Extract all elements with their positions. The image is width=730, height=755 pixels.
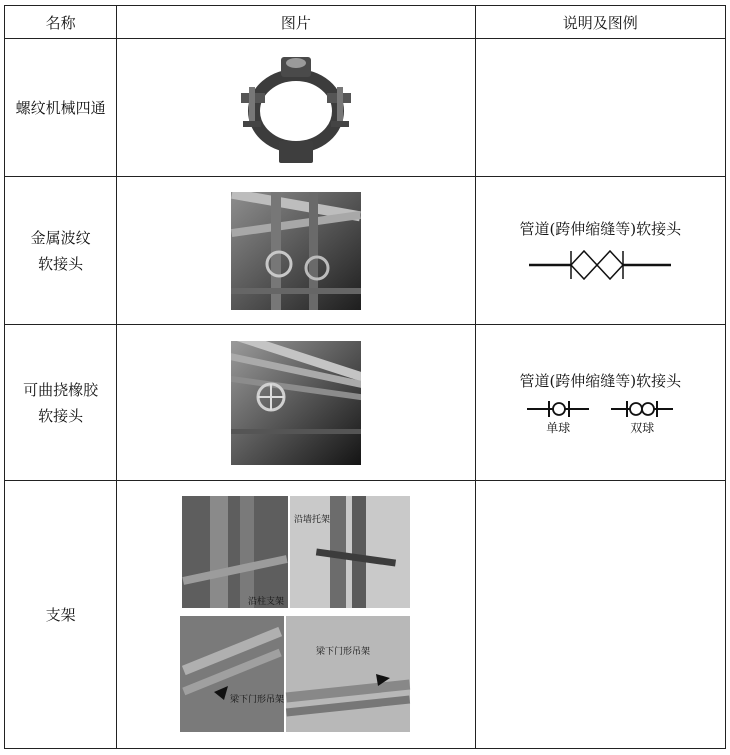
photo-label: 沿墙托架 [293,514,330,525]
row-name-line: 金属波纹 [30,228,91,247]
mechanical-cross-photo [231,49,361,167]
bellows-joint-symbol [525,247,675,283]
support-bracket-photos [180,496,412,734]
single-sphere-symbol [525,399,591,436]
double-sphere-symbol [609,399,675,436]
row-legend [475,177,725,325]
row-name-line: 可曲挠橡胶 [23,380,99,399]
rubber-joint-photo [231,341,361,465]
legend-title: 管道(跨伸缩缝等)软接头 [519,371,682,390]
header-name: 名称 [5,6,117,39]
row-name-line: 软接头 [38,254,84,273]
table-row [5,39,726,177]
table-row [5,481,726,749]
header-image: 图片 [117,6,475,39]
pipe-fittings-table [4,5,726,749]
double-sphere-icon [609,399,675,419]
row-name-line: 软接头 [38,406,84,425]
row-image [117,481,475,749]
bellows-joint-photo [231,192,361,310]
row-name: 螺纹机械四通 [5,39,117,177]
row-legend [475,39,725,177]
row-name: 支架 [5,481,117,749]
photo-label: 梁下门形吊架 [315,646,370,657]
row-image [117,39,475,177]
row-legend [475,325,725,481]
double-sphere-label: 双球 [630,420,655,435]
legend-title: 管道(跨伸缩缝等)软接头 [519,220,682,238]
table-row [5,177,726,325]
photo-label: 梁下门形吊架 [229,694,284,705]
row-name [5,325,117,481]
row-image [117,177,475,325]
table-row [5,325,726,481]
single-sphere-label: 单球 [546,420,571,435]
row-legend [475,481,725,749]
photo-label: 沿柱支架 [247,596,284,607]
header-row [5,6,726,39]
header-legend: 说明及图例 [475,6,725,39]
row-name [5,177,117,325]
single-sphere-icon [525,399,591,419]
row-image [117,325,475,481]
